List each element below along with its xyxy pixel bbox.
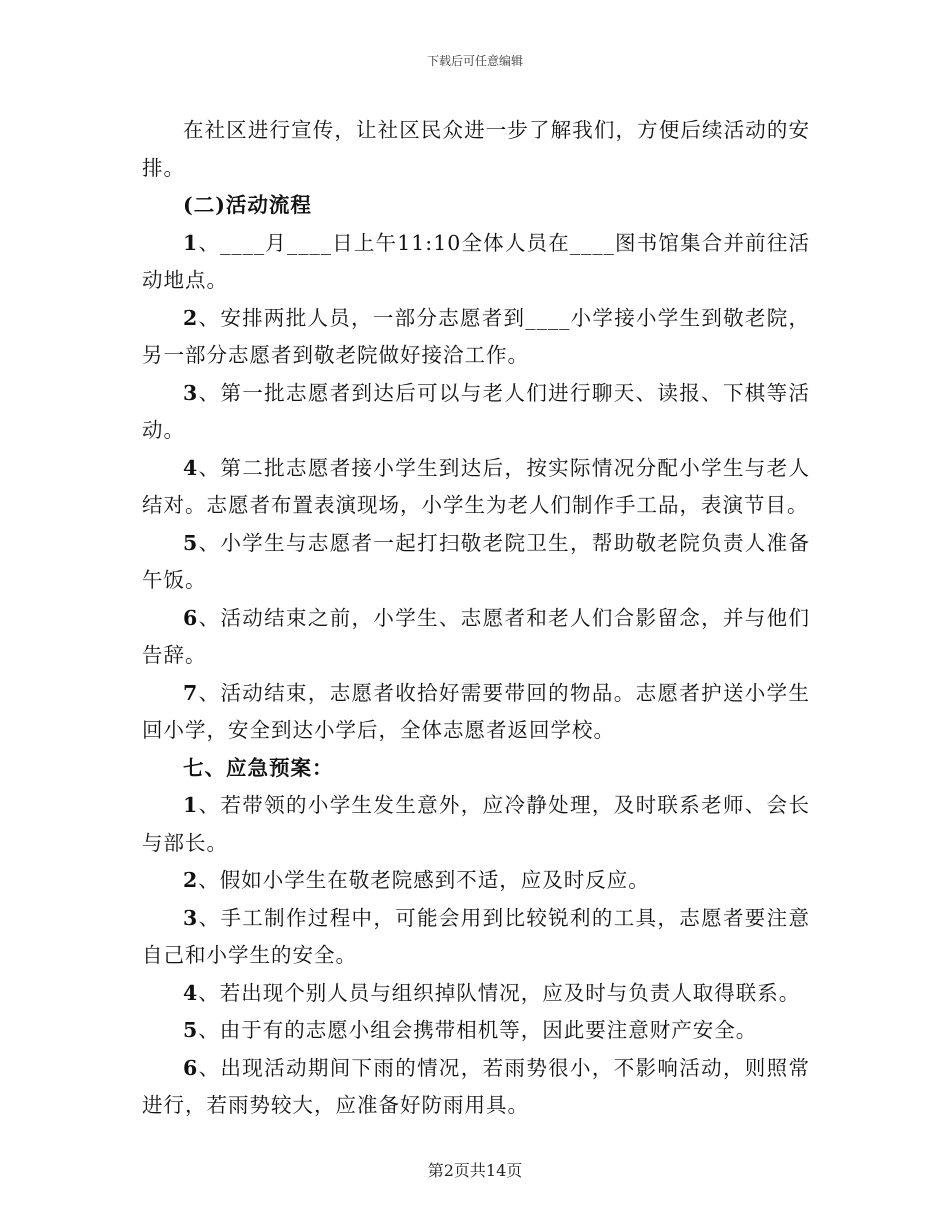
page-number-footer: 第2页共14页	[427, 1161, 523, 1180]
item-number: 1	[183, 230, 199, 255]
item-text: 、若出现个别人员与组织掉队情况，应及时与负责人取得联系。	[198, 980, 801, 1005]
item-number: 5	[183, 530, 199, 555]
item-number: 6	[183, 605, 199, 630]
list-item	[142, 975, 810, 1013]
list-item	[142, 450, 810, 525]
list-item	[142, 862, 810, 900]
item-text: 、____月____日上午11:10全体人员在____图书馆集合并前往活动地点。	[142, 230, 810, 292]
item-text: 、活动结束，志愿者收拾好需要带回的物品。志愿者护送小学生回小学，安全到达小学后，全体志愿者返回学校。	[142, 680, 810, 742]
paragraph-intro	[142, 112, 810, 187]
item-number: 3	[183, 380, 199, 405]
list-item	[142, 375, 810, 450]
list-item	[142, 1012, 810, 1050]
item-text: 、手工制作过程中，可能会用到比较锐利的工具，志愿者要注意自己和小学生的安全。	[142, 905, 810, 967]
section-heading-activity-flow: (二)活动流程	[183, 193, 312, 217]
item-number: 7	[183, 680, 199, 705]
item-number: 6	[183, 1055, 199, 1080]
item-number: 1	[183, 793, 199, 817]
item-text: 、假如小学生在敬老院感到不适，应及时反应。	[198, 868, 650, 892]
section-heading-emergency-plan: 七、应急预案：	[183, 755, 334, 780]
document-body	[142, 112, 810, 1125]
list-item	[142, 900, 810, 975]
item-text: 、小学生与志愿者一起打扫敬老院卫生，帮助敬老院负责人准备午饭。	[142, 530, 810, 592]
item-text: 、安排两批人员，一部分志愿者到____小学接小学生到敬老院，另一部分志愿者到敬老院做好接洽工作。	[142, 305, 810, 367]
item-number: 5	[183, 1018, 199, 1042]
list-item	[142, 600, 810, 675]
list-item	[142, 675, 810, 750]
item-number: 2	[183, 868, 199, 892]
item-text: 、第一批志愿者到达后可以与老人们进行聊天、读报、下棋等活动。	[142, 380, 810, 442]
item-text: 、出现活动期间下雨的情况，若雨势很小，不影响活动，则照常进行，若雨势较大，应准备好防雨用具。	[142, 1055, 810, 1117]
item-text: 、活动结束之前，小学生、志愿者和老人们合影留念，并与他们告辞。	[142, 605, 810, 667]
item-number: 2	[183, 305, 199, 330]
item-number: 3	[183, 905, 199, 930]
item-text: 、若带领的小学生发生意外，应冷静处理，及时联系老师、会长与部长。	[142, 793, 810, 855]
item-text: 、由于有的志愿小组会携带相机等，因此要注意财产安全。	[198, 1018, 758, 1042]
paragraph-text: 在社区进行宣传，让社区民众进一步了解我们，方便后续活动的安排。	[142, 118, 810, 180]
item-number: 4	[183, 980, 199, 1005]
list-item	[142, 300, 810, 375]
list-item	[142, 525, 810, 600]
list-item	[142, 787, 810, 862]
item-number: 4	[183, 455, 199, 480]
list-item	[142, 1050, 810, 1125]
list-item	[142, 225, 810, 300]
page-header-note: 下载后可任意编辑	[426, 54, 523, 68]
item-text: 、第二批志愿者接小学生到达后，按实际情况分配小学生与老人结对。志愿者布置表演现场，小学生为老人们制作手工品，表演节目。	[142, 455, 810, 517]
